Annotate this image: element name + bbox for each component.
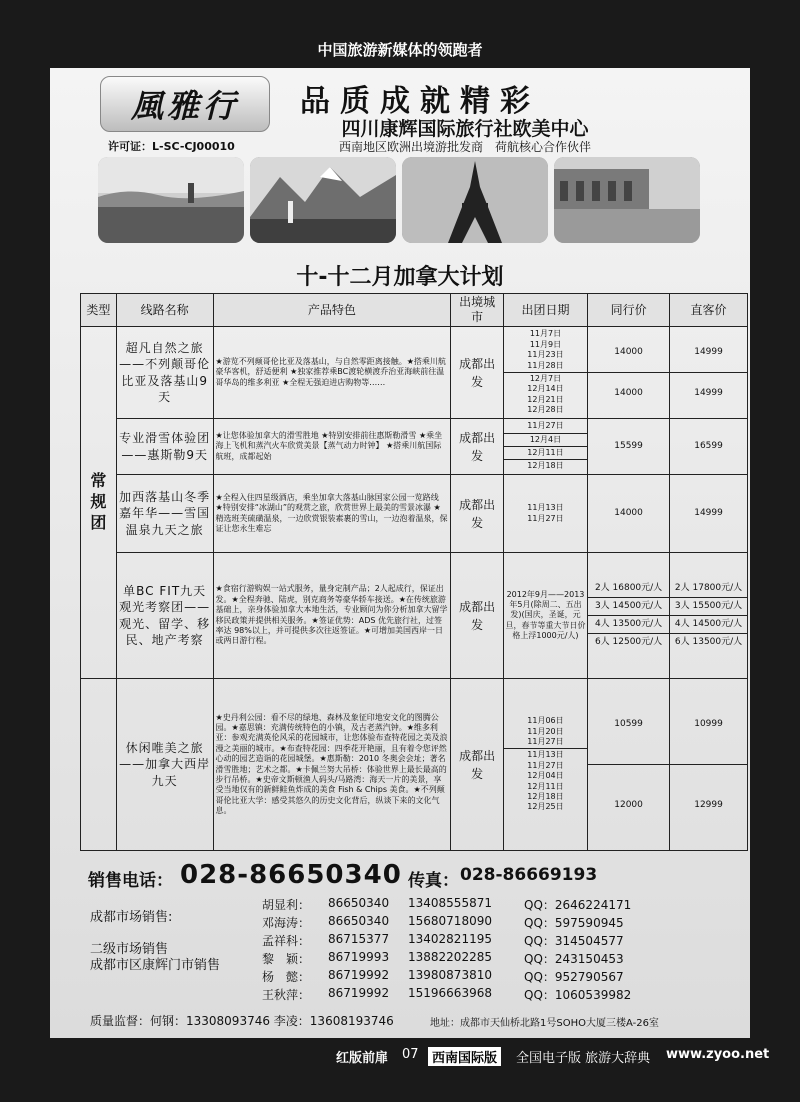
lake-town-photo <box>98 157 244 243</box>
price-value: 10999 <box>670 684 747 765</box>
price-tier: 4人 14500元/人 <box>670 616 747 634</box>
date-item: 11月7日 <box>529 329 562 339</box>
office-address: 地址：成都市天仙桥北路1号SOHO大厦三楼A-26室 <box>430 1018 659 1029</box>
person-tel[interactable]: 86715377 <box>328 932 390 946</box>
page-number: 07 <box>402 1047 419 1062</box>
eiffel-tower-photo <box>402 157 548 243</box>
person-name: 孟祥科： <box>262 934 311 948</box>
header-city: 出境城市 <box>451 294 504 327</box>
person-name: 黎 颖： <box>262 952 311 966</box>
date-item: 11月27日 <box>527 760 564 770</box>
price-value: 12000 <box>614 800 643 810</box>
departure-dates <box>503 475 587 553</box>
date-item: 12月21日 <box>527 394 564 404</box>
price-tier: 3人 15500元/人 <box>670 598 747 616</box>
person-qq: QQ：1060539982 <box>524 988 632 1002</box>
date-item: 11月9日 <box>529 339 562 349</box>
departure-dates <box>503 327 587 419</box>
person-name: 邓海涛： <box>262 916 311 930</box>
table-row <box>81 419 748 475</box>
date-item: 12月28日 <box>527 405 564 415</box>
person-qq: QQ：243150453 <box>524 952 624 966</box>
peer-price: 15599 <box>588 419 670 475</box>
departure-city: 成都出发 <box>451 419 504 475</box>
route-name: 单BC FIT九天观光考察团——观光、留学、移民、地产考察 <box>116 553 213 679</box>
sales-group-label: 二级市场销售 <box>90 942 169 957</box>
route-features: ★食宿行游购娱一站式服务，量身定制产品；2人起成行，保证出发。★全程奔驰、陆虎，别克商务等豪华轿车接送。★在传统旅游基础上，亲身体验加拿大本地生活，专业顾问为你分析加拿大留学移民政策并提供相关服务。★签证优势：ADS 优先旅行社，过签率达 98%以上，并可提供多次往返签证。★可增加美国西岸一日或两日游行程。 <box>213 553 451 679</box>
peer-price <box>588 679 670 851</box>
departure-dates: 2012年9月——2013年5月(除周二、五出发)(国庆，圣诞，元旦，春节等重大节日价格上浮1000元/人) <box>503 553 587 679</box>
license-number: 许可证：L-SC-CJ00010 <box>108 140 235 153</box>
price-value: 14000 <box>614 388 643 398</box>
date-item: 12月11日 <box>527 781 564 791</box>
person-name: 王秋萍： <box>262 988 311 1002</box>
header-type: 类型 <box>81 294 117 327</box>
table-header-row <box>81 294 748 327</box>
peer-price <box>588 553 670 679</box>
header-dates: 出团日期 <box>503 294 587 327</box>
person-qq: QQ：314504577 <box>524 934 624 948</box>
person-qq: QQ：597590945 <box>524 916 624 930</box>
person-mobile[interactable]: 13402821195 <box>408 932 492 946</box>
price-tier: 6人 13500元/人 <box>674 637 743 648</box>
agency-name: 四川康辉国际旅行社欧美中心 <box>341 118 589 140</box>
footer-section: 红版前扉 <box>336 1051 389 1066</box>
departure-city: 成都出发 <box>451 553 504 679</box>
footer-site[interactable]: www.zyoo.net <box>666 1047 770 1062</box>
date-item: 12月11日 <box>504 447 587 460</box>
sales-person-row <box>262 914 732 930</box>
header-features: 产品特色 <box>213 294 451 327</box>
header-route: 线路名称 <box>116 294 213 327</box>
peer-price <box>588 327 670 419</box>
person-mobile[interactable]: 15680718090 <box>408 914 492 928</box>
table-row <box>81 679 748 851</box>
price-value: 14000 <box>588 332 669 373</box>
sales-phone[interactable]: 028-86650340 <box>180 860 402 890</box>
route-features: ★让您体验加拿大的滑雪胜地 ★特别安排前往惠斯勒滑雪 ★乘坐海上飞机和蒸汽火车欣赏美景【蒸气动力时钟】 ★搭乘川航国际航班，成都起始 <box>213 419 451 475</box>
date-item: 11月28日 <box>527 360 564 370</box>
person-name: 杨 懿： <box>262 970 311 984</box>
sales-person-row <box>262 896 732 912</box>
date-group <box>504 715 587 749</box>
date-item: 12月7日 <box>529 374 562 383</box>
fax-label: 传真： <box>408 871 459 891</box>
date-item: 11月27日 <box>527 513 564 523</box>
plan-title: 十-十二月加拿大计划 <box>296 265 504 290</box>
date-item: 11月27日 <box>527 737 564 747</box>
table-row <box>81 553 748 679</box>
price-value: 14999 <box>670 332 747 373</box>
peer-price: 14000 <box>588 475 670 553</box>
header-peer-price: 同行价 <box>588 294 670 327</box>
sales-person-row <box>262 932 732 948</box>
ad-sheet <box>50 68 750 1038</box>
sales-person-row <box>262 950 732 966</box>
route-name: 休闲唯美之旅——加拿大西岸九天 <box>116 679 213 851</box>
person-tel[interactable]: 86719992 <box>328 986 390 1000</box>
date-item: 12月25日 <box>527 802 564 812</box>
person-tel[interactable]: 86650340 <box>328 914 390 928</box>
logo <box>100 76 270 132</box>
person-name: 胡显利： <box>262 898 311 912</box>
price-tier: 4人 13500元/人 <box>588 616 669 634</box>
route-name: 超凡自然之旅——不列颠哥伦比亚及落基山9天 <box>116 327 213 419</box>
person-mobile[interactable]: 13980873810 <box>408 968 492 982</box>
departure-dates <box>503 419 587 475</box>
date-group <box>504 373 587 417</box>
date-item: 11月06日 <box>527 716 564 726</box>
category-cell: 常规团 <box>81 327 117 679</box>
date-item: 11月13日 <box>527 750 564 760</box>
date-item: 12月14日 <box>527 384 564 394</box>
direct-price <box>670 327 748 419</box>
phone-label: 销售电话： <box>88 871 173 891</box>
date-item: 11月13日 <box>527 503 564 513</box>
price-tier: 6人 12500元/人 <box>594 637 663 648</box>
date-item: 12月04日 <box>527 771 564 781</box>
top-banner: 中国旅游新媒体的领跑者 <box>317 41 483 59</box>
date-item: 12月4日 <box>504 434 587 447</box>
direct-price <box>670 553 748 679</box>
direct-price <box>670 679 748 851</box>
footer-slogan: 全国电子版 旅游大辞典 <box>516 1051 651 1066</box>
table-row <box>81 475 748 553</box>
date-item: 11月23日 <box>527 350 564 360</box>
price-value: 12999 <box>694 800 723 810</box>
river-palace-photo <box>554 157 700 243</box>
fax-number: 028-86669193 <box>460 865 598 885</box>
header-direct-price: 直客价 <box>670 294 748 327</box>
date-group <box>504 749 587 813</box>
quality-supervision: 质量监督：何钢：13308093746 李凌：13608193746 <box>90 1014 394 1028</box>
person-mobile[interactable]: 13408555871 <box>408 896 492 910</box>
price-tier: 2人 16800元/人 <box>588 580 669 598</box>
departure-city: 成都出发 <box>451 475 504 553</box>
direct-price: 14999 <box>670 475 748 553</box>
person-qq: QQ：952790567 <box>524 970 624 984</box>
itinerary-table <box>80 293 748 851</box>
date-group <box>504 328 587 373</box>
direct-price: 16599 <box>670 419 748 475</box>
alpine-village-photo <box>250 157 396 243</box>
price-tier: 2人 17800元/人 <box>670 580 747 598</box>
route-features: ★史丹利公园：看不尽的绿地、森林及象征印地安文化的图腾公园。★嘉思镇：充满传统特色的小镇，及古老蒸汽钟。★维多利亚：参观充满英伦风采的花园城市，让您体验布查特花园之美及浪漫之美丽的城市。★布查特花园：四季花开艳丽，且有着令您评然心动的园艺造诣的花园城堡。★惠斯勒：2010 冬奥会会址；著名滑雪胜地；艺术之都。★卡佩兰努大吊桥：体验世界上最长最高的步行吊桥。★史帝文斯顿渔人码头/马路湾：海天一片的美景，享受当地仅有的新鲜鲑鱼炸成的美食 Fish & Chips 美食。★不列颠哥伦比亚大学：感受其悠久的历史文化背后，纵谈下来的文化气息。 <box>213 679 451 851</box>
slogan: 品质成就精彩 <box>300 84 540 119</box>
person-tel[interactable]: 86719993 <box>328 950 390 964</box>
route-features: ★游览不列颠哥伦比亚及落基山，与自然零距离接触。★搭乘川航豪华客机，舒适便利 ★独家推荐乘BC渡轮横渡乔治亚海峡前往温哥华岛的维多利亚 ★全程无强迫进店购物等…… <box>213 327 451 419</box>
person-mobile[interactable]: 15196663968 <box>408 986 492 1000</box>
sales-group-label: 成都市区康辉门市销售 <box>90 958 221 973</box>
person-mobile[interactable]: 13882202285 <box>408 950 492 964</box>
category-cell-empty <box>81 679 117 851</box>
sales-person-row <box>262 968 732 984</box>
price-value: 14999 <box>694 388 723 398</box>
person-tel[interactable]: 86650340 <box>328 896 390 910</box>
footer-brand: 西南国际版 <box>428 1047 501 1066</box>
table-row <box>81 327 748 419</box>
date-item: 11月20日 <box>527 726 564 736</box>
date-item: 11月27日 <box>504 420 587 433</box>
route-name: 加西落基山冬季嘉年华——雪国温泉九天之旅 <box>116 475 213 553</box>
price-value: 10599 <box>588 684 669 765</box>
date-item: 12月18日 <box>527 461 564 471</box>
departure-dates <box>503 679 587 851</box>
sales-person-row <box>262 986 732 1002</box>
route-name: 专业滑雪体验团——惠斯勒9天 <box>116 419 213 475</box>
departure-city: 成都出发 <box>451 679 504 851</box>
person-qq: QQ：2646224171 <box>524 898 632 912</box>
page-footer <box>0 1044 800 1066</box>
date-item: 12月18日 <box>527 791 564 801</box>
route-features: ★全程入住四星级酒店，乘坐加拿大落基山脉国家公园一览路线 ★特别安排“冰湖山”的观赏之旅，欣赏世界上最美的雪景冰瀑 ★精选班芙硫磺温泉，一边欣赏银装素裹的雪山，一边泡着温泉，保证让您永生难忘 <box>213 475 451 553</box>
sales-group-label: 成都市场销售: <box>90 910 173 925</box>
logo-text: 風雅行 <box>130 87 239 125</box>
price-tier: 3人 14500元/人 <box>588 598 669 616</box>
sales-directory <box>80 896 740 1008</box>
person-tel[interactable]: 86719992 <box>328 968 390 982</box>
contact-bar <box>70 858 750 892</box>
agency-tagline: 西南地区欧洲出境游批发商 荷航核心合作伙伴 <box>338 140 591 154</box>
departure-city: 成都出发 <box>451 327 504 419</box>
